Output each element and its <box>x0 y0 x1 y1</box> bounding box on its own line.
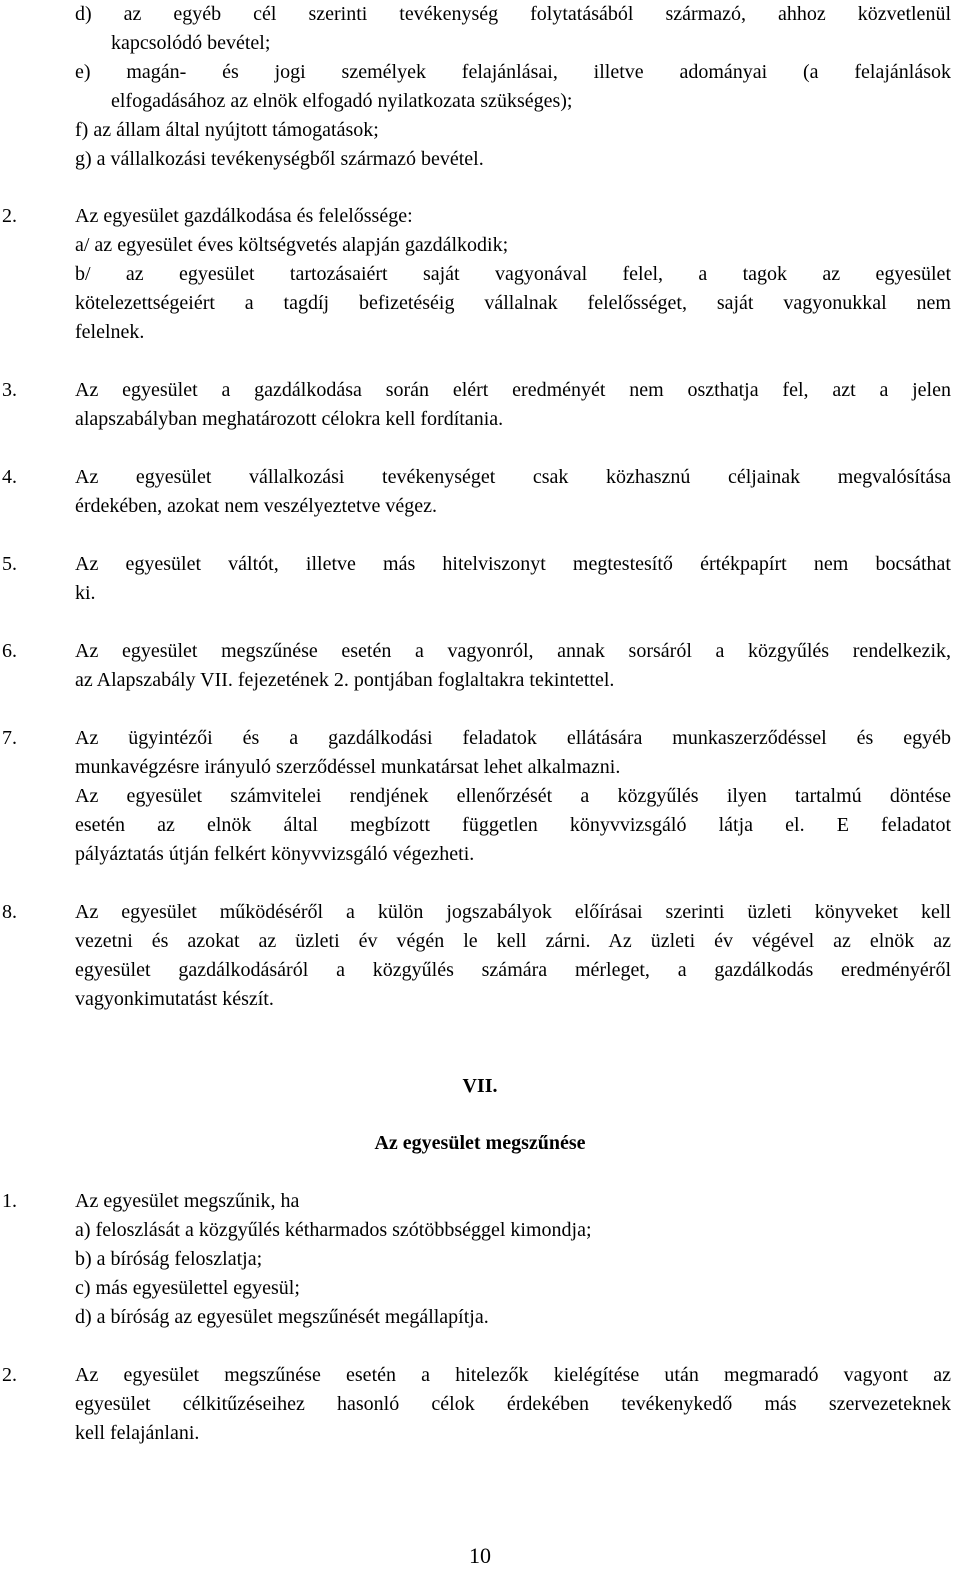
section-2-line2: egyesület célkitűzéseihez hasonló célok érdekében tevékenykedő más szervezeteknek <box>75 1393 951 1415</box>
paragraph-5-line1: Az egyesület váltót, illetve más hitelviszonyt megtestesítő értékpapírt nem bocsáthat <box>75 553 951 575</box>
paragraph-4-line1: Az egyesület vállalkozási tevékenységet csak közhasznú céljainak megvalósítása <box>75 466 951 488</box>
paragraph-2-line4: kötelezettségeiért a tagdíj befizetéséig vállalnak felelősséget, saját vagyonukkal nem <box>75 292 951 314</box>
section-1-line1: Az egyesület megszűnik, ha <box>75 1190 300 1212</box>
paragraph-7-number: 7. <box>2 727 17 749</box>
paragraph-8-number: 8. <box>2 901 17 923</box>
paragraph-3-line1: Az egyesület a gazdálkodása során elért eredményét nem oszthatja fel, azt a jelen <box>75 379 951 401</box>
paragraph-6-line2: az Alapszabály VII. fejezetének 2. pontjában foglaltakra tekintettel. <box>75 669 615 691</box>
paragraph-8-line3: egyesület gazdálkodásáról a közgyűlés számára mérleget, a gazdálkodás eredményéről <box>75 959 951 981</box>
paragraph-5-number: 5. <box>2 553 17 575</box>
paragraph-3-number: 3. <box>2 379 17 401</box>
section-2-number: 2. <box>2 1364 17 1386</box>
paragraph-4-line2: érdekében, azokat nem veszélyeztetve végez. <box>75 495 438 517</box>
chapter-title: Az egyesület megszűnése <box>374 1132 586 1154</box>
paragraph-8-line1: Az egyesület működéséről a külön jogszabályok előírásai szerinti üzleti könyveket kell <box>75 901 951 923</box>
section-1-number: 1. <box>2 1190 17 1212</box>
paragraph-2-line1: Az egyesület gazdálkodása és felelőssége: <box>75 205 413 227</box>
paragraph-6-number: 6. <box>2 640 17 662</box>
paragraph-3-line2: alapszabályban meghatározott célokra kell fordítania. <box>75 408 504 430</box>
list-item-g: g) a vállalkozási tevékenységből származó bevétel. <box>75 148 484 170</box>
paragraph-2-line3: b/ az egyesület tartozásaiért saját vagyonával felel, a tagok az egyesület <box>75 263 951 285</box>
list-item-e-line2: elfogadásához az elnök elfogadó nyilatkozata szükséges); <box>111 90 573 112</box>
paragraph-8-line4: vagyonkimutatást készít. <box>75 988 274 1010</box>
paragraph-7-line3: Az egyesület számvitelei rendjének ellenőrzését a közgyűlés ilyen tartalmú döntése <box>75 785 951 807</box>
paragraph-2-line5: felelnek. <box>75 321 145 343</box>
list-item-f: f) az állam által nyújtott támogatások; <box>75 119 379 141</box>
paragraph-2-number: 2. <box>2 205 17 227</box>
paragraph-6-line1: Az egyesület megszűnése esetén a vagyonról, annak sorsáról a közgyűlés rendelkezik, <box>75 640 951 662</box>
paragraph-2-line2: a/ az egyesület éves költségvetés alapján gazdálkodik; <box>75 234 509 256</box>
paragraph-7-line2: munkavégzésre irányuló szerződéssel munkatársat lehet alkalmazni. <box>75 756 621 778</box>
paragraph-7-line5: pályáztatás útján felkért könyvvizsgáló végezheti. <box>75 843 475 865</box>
page-number: 10 <box>469 1543 491 1568</box>
section-1-item-d: d) a bíróság az egyesület megszűnését megállapítja. <box>75 1306 489 1328</box>
section-2-line1: Az egyesület megszűnése esetén a hitelezők kielégítése után megmaradó vagyont az <box>75 1364 951 1386</box>
paragraph-5-line2: ki. <box>75 582 96 604</box>
list-item-d-line2: kapcsolódó bevétel; <box>111 32 271 54</box>
section-1-item-b: b) a bíróság feloszlatja; <box>75 1248 263 1270</box>
section-2-line3: kell felajánlani. <box>75 1422 200 1444</box>
section-1-item-c: c) más egyesülettel egyesül; <box>75 1277 300 1299</box>
paragraph-4-number: 4. <box>2 466 17 488</box>
list-item-e-line1: e) magán- és jogi személyek felajánlásai, illetve adományai (a felajánlások <box>75 61 951 83</box>
paragraph-7-line1: Az ügyintézői és a gazdálkodási feladatok ellátására munkaszerződéssel és egyéb <box>75 727 951 749</box>
paragraph-8-line2: vezetni és azokat az üzleti év végén le kell zárni. Az üzleti év végével az elnök az <box>75 930 951 952</box>
chapter-number: VII. <box>462 1075 498 1097</box>
section-1-item-a: a) feloszlását a közgyűlés kétharmados szótöbbséggel kimondja; <box>75 1219 592 1241</box>
paragraph-7-line4: esetén az elnök által megbízott független könyvvizsgáló látja el. E feladatot <box>75 814 951 836</box>
list-item-d-line1: d) az egyéb cél szerinti tevékenység folytatásából származó, ahhoz közvetlenül <box>75 3 951 25</box>
